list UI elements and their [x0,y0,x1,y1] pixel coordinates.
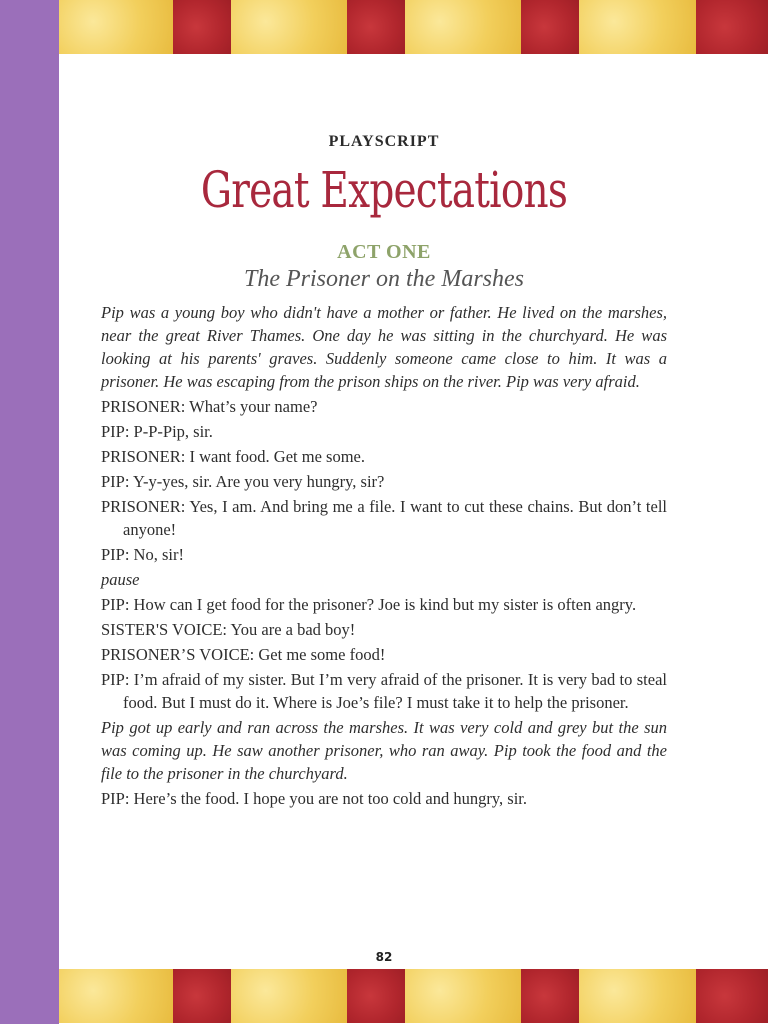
dialogue-line: PIP: P-P-Pip, sir. [101,422,213,441]
stage-direction: Pip was a young boy who didn't have a mother or father. He lived on the marshes, near the great River Thames. One day he was sitting in the churchyard. He was looking at his parents' graves. Suddenly someone came close to him. It was a prisoner. He was escaping from the prison ships on the river. Pip was very afraid. [101,303,667,391]
page-content [101,130,667,812]
dialogue-line: PIP: Here’s the food. I hope you are not too cold and hungry, sir. [101,789,528,808]
dialogue-line: PRISONER: I want food. Get me some. [101,447,365,466]
purple-sidebar [0,0,59,1024]
dialogue-line: PRISONER: Yes, I am. And bring me a file. I want to cut these chains. But don’t tell anyone! [101,497,667,539]
stage-direction: pause [101,570,140,589]
script-body [101,301,667,810]
bottom-decorative-band [59,969,768,1023]
page-number: 82 [375,950,393,964]
dialogue-line: PIP: How can I get food for the prisoner? Joe is kind but my sister is often angry. [101,595,637,614]
dialogue-line: PRISONER: What’s your name? [101,397,318,416]
section-kicker: PLAYSCRIPT [328,133,440,150]
dialogue-line: PIP: I’m afraid of my sister. But I’m very afraid of the prisoner. It is very bad to steal food. But I must do it. Where is Joe’s file? I must take it to help the prisoner. [101,670,667,712]
stage-direction: Pip got up early and ran across the marshes. It was very cold and grey but the sun was coming up. He saw another prisoner, who ran away. Pip took the food and the file to the prisoner in the churchyard. [101,718,667,783]
dialogue-line: PRISONER’S VOICE: Get me some food! [101,645,386,664]
page-title: Great Expectations [200,161,568,219]
scene-subtitle: The Prisoner on the Marshes [244,266,524,292]
dialogue-line: PIP: Y-y-yes, sir. Are you very hungry, sir? [101,472,385,491]
dialogue-line: PIP: No, sir! [101,545,184,564]
act-heading: ACT ONE [337,241,431,263]
top-decorative-band [59,0,768,54]
dialogue-line: SISTER'S VOICE: You are a bad boy! [101,620,356,639]
